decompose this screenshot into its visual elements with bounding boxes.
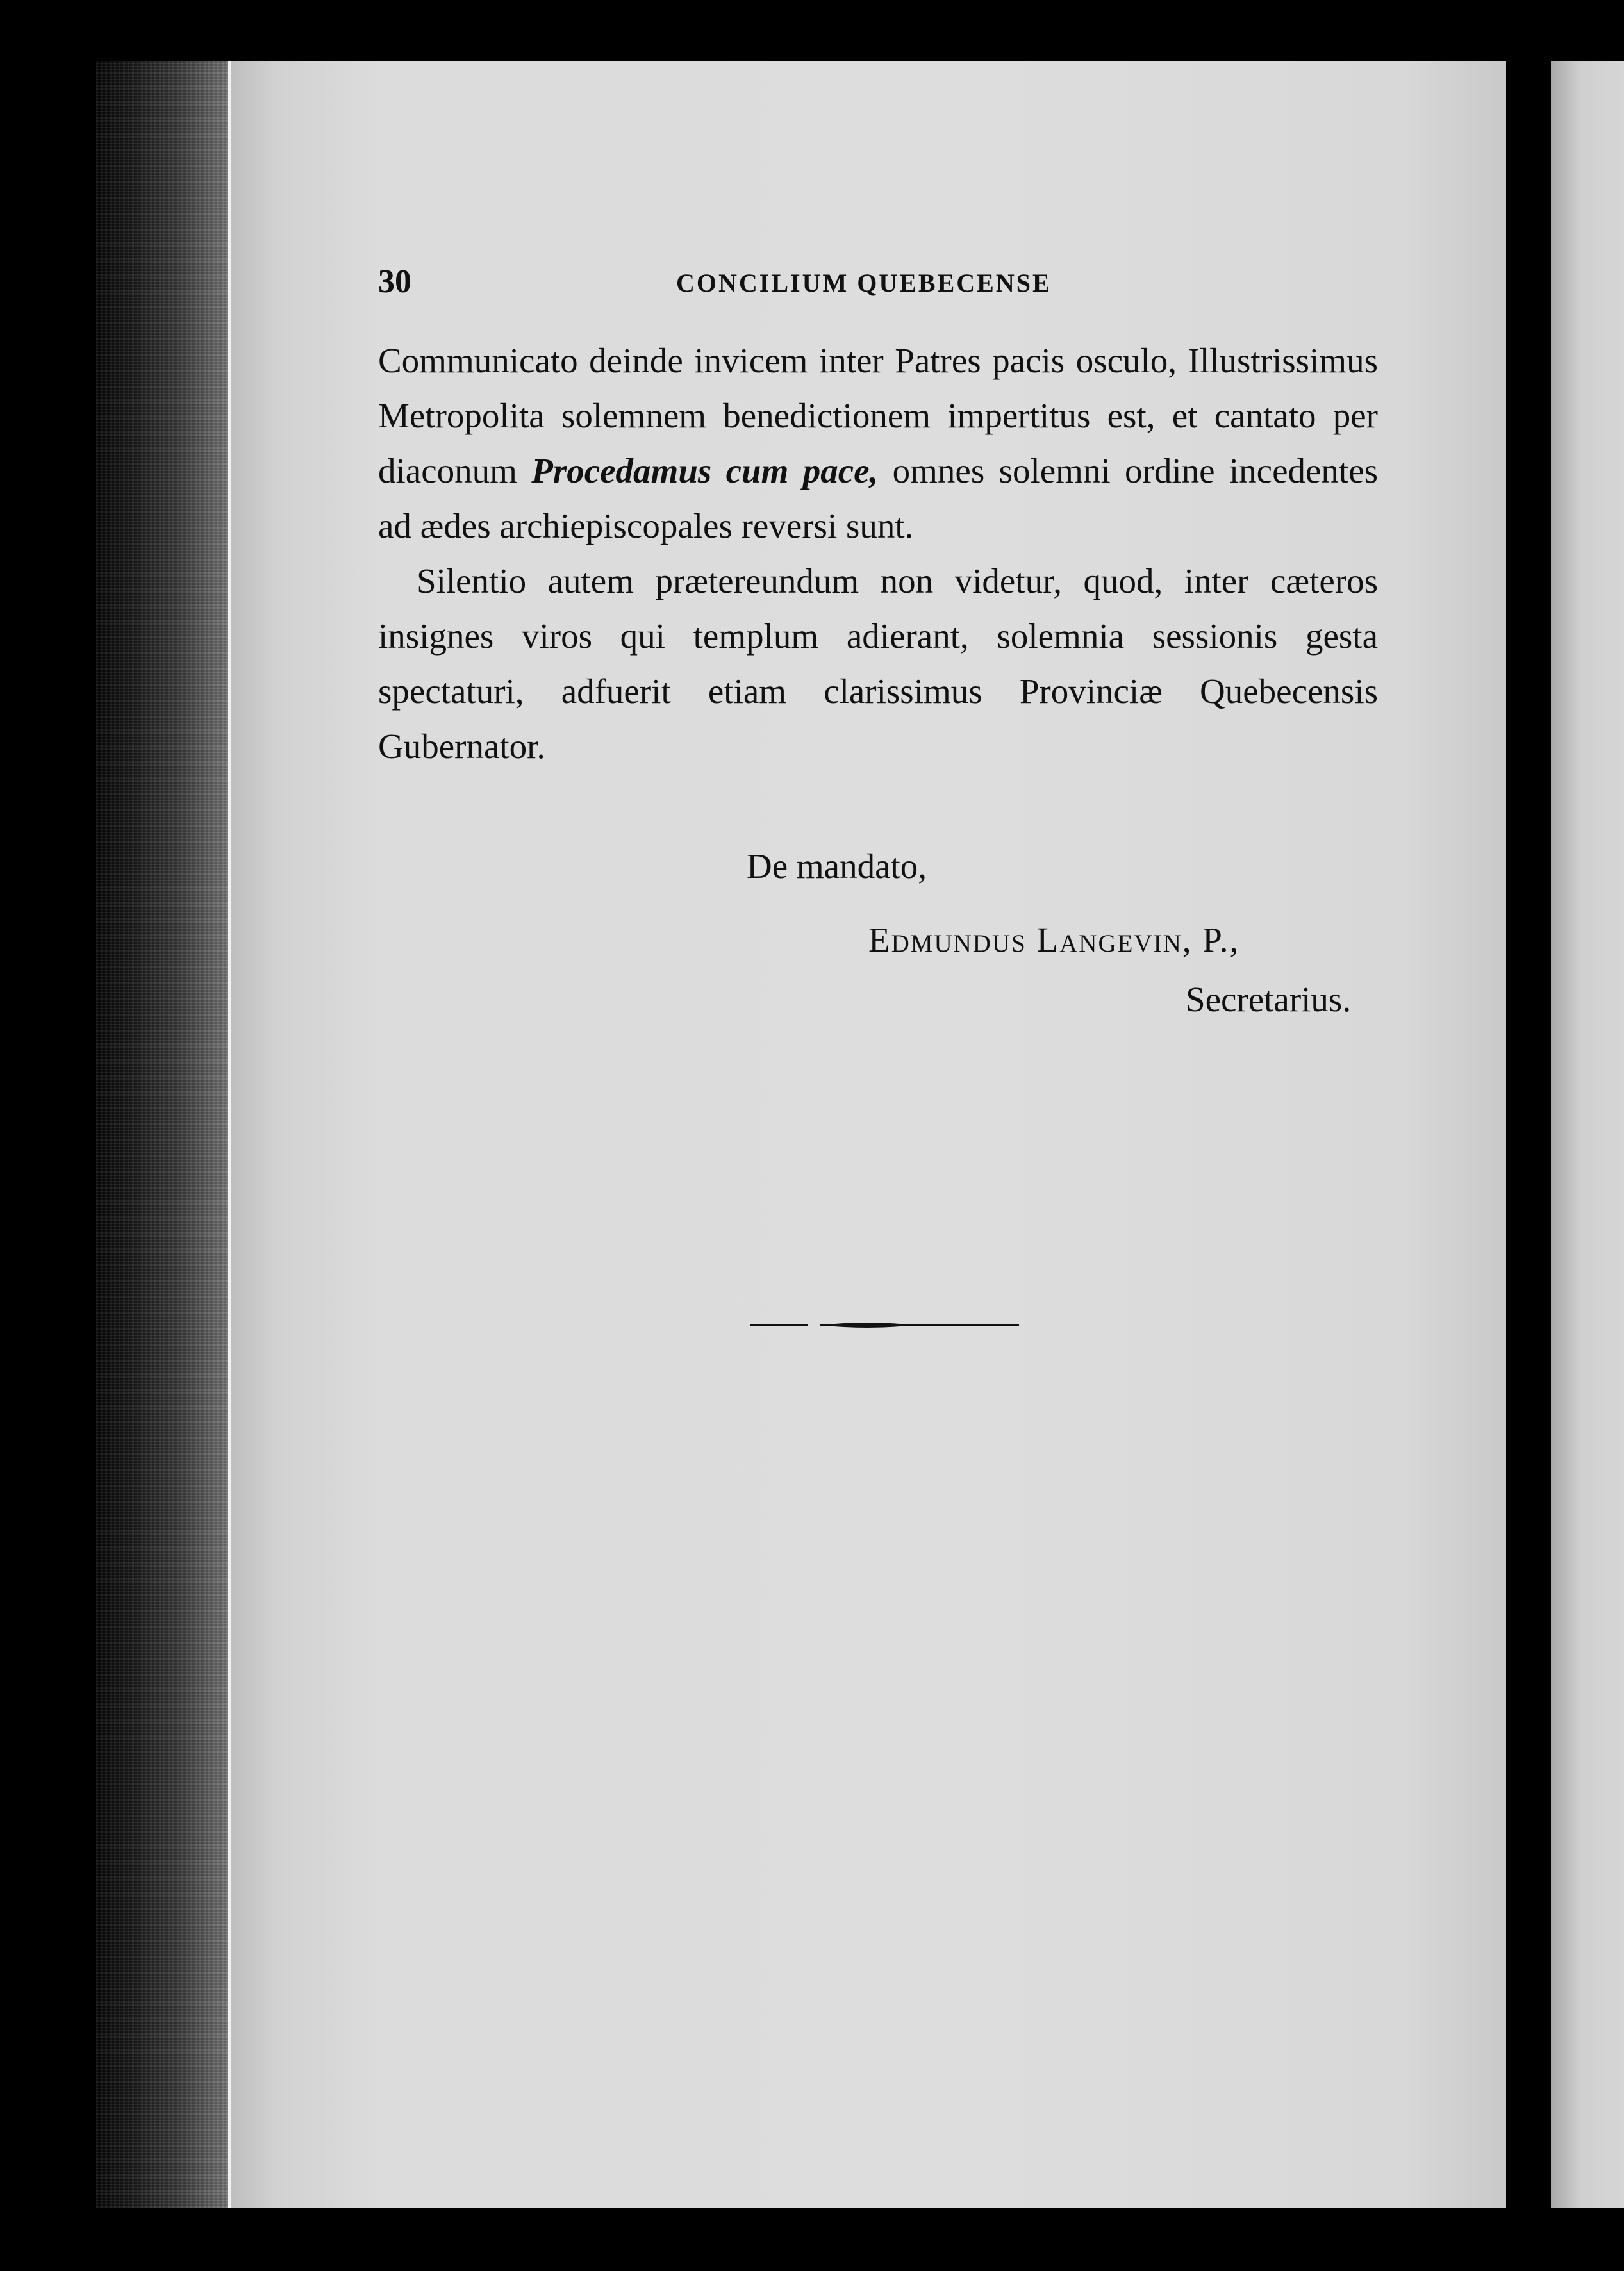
page-header <box>378 263 1378 301</box>
paragraph-1-italic: Procedamus cum pace, <box>531 451 879 490</box>
body-text <box>378 333 1378 774</box>
signer-name <box>868 920 1624 960</box>
paragraph-1-text-b: omnes solemni ordine incedentes ad ædes archiepiscopales reversi sunt. <box>378 451 1379 545</box>
paragraph-1 <box>378 333 1378 554</box>
de-mandato-line: De mandato, <box>747 846 927 886</box>
paragraph-1-text-a: Communicato deinde invicem inter Patres pacis osculo, Illustrissimus Metropolita solemnem benedictionem impertitus est, et cantato per diaconum <box>378 341 1378 490</box>
page-edge-gutter <box>96 61 244 2208</box>
facing-page-edge <box>1551 61 1624 2208</box>
end-ornament-rule <box>750 1317 1019 1333</box>
page-number: 30 <box>378 263 411 300</box>
paragraph-2: Silentio autem prætereundum non videtur, quod, inter cæteros insignes viros qui templum adierant, solemnia sessionis gesta spectaturi, adfuerit etiam clarissimus Provinciæ Quebecensis Gubernator. <box>378 561 1378 766</box>
signer-name-text: Edmundus Langevin, P., <box>868 920 1240 959</box>
running-title: CONCILIUM QUEBECENSE <box>676 268 1052 297</box>
signer-role: Secretarius. <box>1186 980 1352 1019</box>
